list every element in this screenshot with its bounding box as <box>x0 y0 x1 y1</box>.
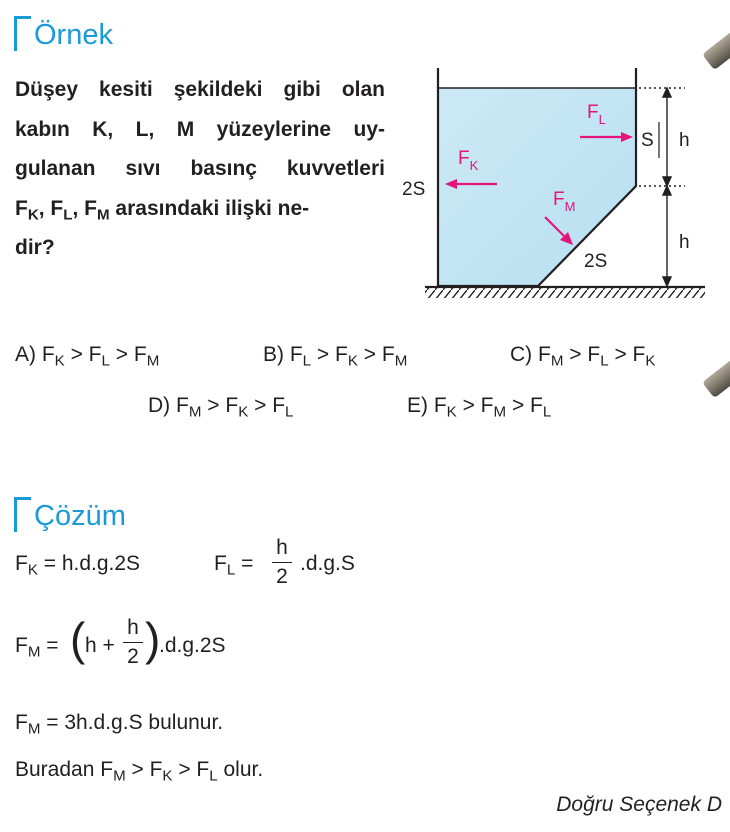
container-diagram <box>395 60 725 310</box>
solution-fm-close-paren: ) <box>145 613 161 665</box>
solution-fl-rest: .d.g.S <box>300 552 355 575</box>
ground-hatch <box>425 288 705 298</box>
choice-a[interactable]: A) $F_K > F_L > F_M$ <box>15 343 160 370</box>
choice-d[interactable]: D) $F_M > F_K > F_L$ <box>148 394 294 421</box>
solution-fl-fraction: h 2 <box>272 535 292 590</box>
choice-c[interactable]: C) $F_M > F_L > F_K$ <box>510 343 656 370</box>
solution-fk: $F_K = h.d.g.2S$ <box>15 552 141 579</box>
heading-bracket <box>14 16 31 51</box>
force-m-label: $F_M$ <box>553 189 576 214</box>
area-l-label: S <box>641 130 654 151</box>
problem-text <box>15 70 385 268</box>
area-m-label: 2S <box>584 251 608 272</box>
solution-conclusion: Buradan $F_M > F_K > F_L$ olur. <box>15 758 264 785</box>
problem-line-1: Düşey kesiti şekildeki gibi olan <box>15 78 385 101</box>
solution-fm-fraction: h 2 <box>123 615 143 670</box>
solution-heading-label: Çözüm <box>34 500 126 532</box>
force-k-label: $F_K$ <box>458 148 479 173</box>
solution-fm-open-paren: ( <box>70 613 86 665</box>
solution-fm-rest: .d.g.2S <box>159 634 226 657</box>
height-lower-label: h <box>679 232 690 253</box>
choice-b[interactable]: B) $F_L > F_K > F_M$ <box>263 343 408 370</box>
problem-line-5: dir? <box>15 236 55 259</box>
problem-line-3: gulanan sıvı basınç kuvvetleri <box>15 157 385 180</box>
binder-ring-icon <box>702 358 730 398</box>
solution-fm: $F_M$ = <box>15 634 59 661</box>
heading-bracket <box>14 497 31 532</box>
solution-fl: $F_L$ = <box>214 552 254 579</box>
area-k-label: 2S <box>402 179 426 200</box>
choice-e[interactable]: E) $F_K > F_M > F_L$ <box>407 394 552 421</box>
correct-answer: Doğru Seçenek D <box>556 793 722 816</box>
height-dimension <box>663 88 671 286</box>
problem-line-2: kabın K, L, M yüzeylerine uy- <box>15 117 385 141</box>
force-l-label: $F_L$ <box>587 102 606 127</box>
height-upper-label: h <box>679 130 690 151</box>
problem-line-4: $F_K$, $F_L$, $F_M$ arasındaki ilişki ne- <box>15 196 310 224</box>
solution-result: $F_M = 3h.d.g.S$ bulunur. <box>15 711 224 738</box>
example-heading-label: Örnek <box>34 19 113 51</box>
solution-fm-h: h + <box>85 634 115 657</box>
